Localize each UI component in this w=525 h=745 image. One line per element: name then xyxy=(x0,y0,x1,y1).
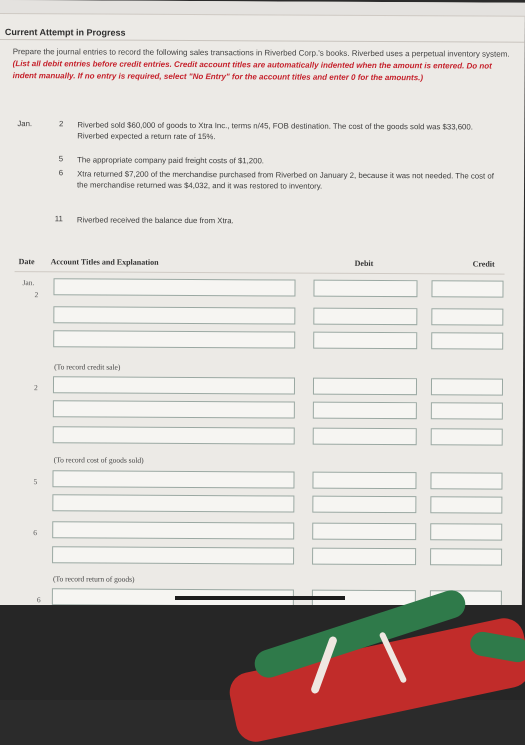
credit-input[interactable] xyxy=(431,402,503,419)
entry-note: (To record cost of goods sold) xyxy=(53,455,144,465)
account-title-input[interactable] xyxy=(53,376,295,394)
account-title-input[interactable] xyxy=(53,278,295,296)
transaction-item xyxy=(17,168,507,191)
account-title-input[interactable] xyxy=(53,400,295,418)
debit-input[interactable] xyxy=(312,548,416,566)
instructions-text: Prepare the journal entries to record the following sales transactions in Riverbed Corp.'s books. Riverbed uses a perpetual inventory system. xyxy=(12,47,510,59)
debit-input[interactable] xyxy=(312,523,416,541)
transaction-day: 11 xyxy=(54,214,63,224)
transaction-text: Xtra returned $7,200 of the merchandise purchased from Riverbed on January 2, because it was not needed. The cost of the merchandise returned was $4,032, and it was restored to inventory. xyxy=(77,169,494,191)
entry-note: (To record return of goods) xyxy=(52,574,135,584)
top-strip xyxy=(0,0,525,17)
instructions xyxy=(13,46,513,85)
transaction-day: 2 xyxy=(58,119,64,129)
account-title-input[interactable] xyxy=(52,494,294,512)
account-title-input[interactable] xyxy=(53,426,295,444)
screen-edge xyxy=(175,596,345,600)
debit-input[interactable] xyxy=(313,280,417,298)
transaction-list xyxy=(17,119,507,226)
account-title-input[interactable] xyxy=(52,470,294,488)
header-divider xyxy=(15,271,505,275)
instructions-note: (List all debit entries before credit entries. Credit account titles are automatically indented when the amount is entered. Do not indent manually. If no entry is required, select "No Entry" for the account titles and enter 0 for the amounts.) xyxy=(12,59,492,83)
transaction-text: Riverbed sold $60,000 of goods to Xtra Inc., terms n/45, FOB destination. The cost of the goods sold was $33,600. Riverbed expected a return rate of 15%. xyxy=(77,120,473,142)
debit-input[interactable] xyxy=(313,378,417,396)
transaction-text: The appropriate company paid freight costs of $1,200. xyxy=(77,155,264,166)
credit-input[interactable] xyxy=(431,308,503,325)
credit-input[interactable] xyxy=(430,548,502,565)
transaction-month: Jan. xyxy=(17,119,33,129)
date-label: 6 xyxy=(33,528,37,538)
debit-input[interactable] xyxy=(313,428,417,446)
date-label: Jan. xyxy=(22,278,35,288)
col-date-header: Date xyxy=(18,257,35,267)
debit-input[interactable] xyxy=(313,308,417,326)
transaction-day: 6 xyxy=(58,168,64,178)
entry-note: (To record credit sale) xyxy=(54,362,121,372)
journal-table xyxy=(0,250,524,608)
divider xyxy=(0,39,525,43)
background-fabric xyxy=(0,605,525,700)
transaction-day: 5 xyxy=(58,154,64,164)
credit-input[interactable] xyxy=(431,428,503,445)
date-label: 6 xyxy=(36,595,41,605)
transaction-text: Riverbed received the balance due from Xtra. xyxy=(76,215,234,226)
account-title-input[interactable] xyxy=(53,330,295,348)
transaction-item xyxy=(17,214,507,226)
credit-input[interactable] xyxy=(430,496,502,513)
account-title-input[interactable] xyxy=(53,306,295,324)
debit-input[interactable] xyxy=(313,332,417,350)
transaction-item xyxy=(17,119,507,142)
date-label: 2 xyxy=(33,383,38,393)
credit-input[interactable] xyxy=(431,332,503,349)
debit-input[interactable] xyxy=(312,472,416,490)
date-label: 5 xyxy=(33,477,38,487)
credit-input[interactable] xyxy=(430,472,502,489)
col-credit-header: Credit xyxy=(472,259,495,269)
attempt-status: Current Attempt in Progress xyxy=(4,27,126,38)
account-title-input[interactable] xyxy=(52,521,294,539)
col-debit-header: Debit xyxy=(354,258,374,268)
account-title-input[interactable] xyxy=(52,546,294,564)
credit-input[interactable] xyxy=(431,280,503,297)
date-label: 2 xyxy=(34,290,39,300)
debit-input[interactable] xyxy=(313,402,417,420)
transaction-item xyxy=(17,154,507,166)
credit-input[interactable] xyxy=(430,523,502,540)
credit-input[interactable] xyxy=(431,378,503,395)
debit-input[interactable] xyxy=(312,496,416,514)
col-account-header: Account Titles and Explanation xyxy=(50,257,159,267)
